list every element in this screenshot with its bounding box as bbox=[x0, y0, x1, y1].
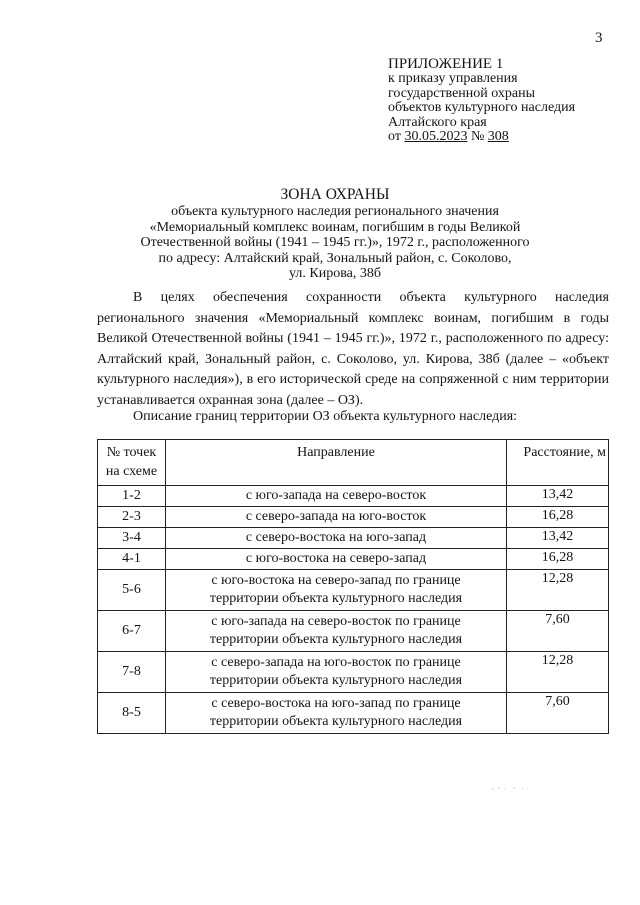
direction-line: с юго-востока на северо-запад по границе bbox=[211, 573, 461, 588]
body-paragraph: В целях обеспечения сохранности объекта культурного наследия регионального значения «Мемориальный комплекс воинам, погибшим в годы Великой Отечественной войны (1941 – 1945 гг.)», 1972 г., расположенного по адресу: Алтайский край, Зональный район, с. Соколово, ул. Кирова, 38б (далее – «объект культурного наследия»), в его исторической среде на сопряженной с ним территории устанавливается охранная зона (далее – ОЗ). bbox=[97, 290, 609, 408]
direction-line: с юго-запада на северо-восток bbox=[245, 488, 427, 503]
appendix-line: Алтайского края bbox=[388, 114, 487, 130]
distance-cell: 13,42 bbox=[507, 528, 609, 549]
appendix-line: объектов культурного наследия bbox=[388, 100, 576, 115]
appendix-date-line bbox=[388, 130, 575, 145]
direction-line: с северо-востока на юго-запад bbox=[245, 530, 427, 545]
scan-artifact bbox=[490, 784, 532, 792]
table-header-row bbox=[98, 440, 609, 486]
distance-cell: 7,60 bbox=[507, 611, 609, 652]
direction-line: с северо-востока на юго-запад по границе bbox=[211, 696, 461, 711]
heading-line: ул. Кирова, 38б bbox=[289, 266, 381, 281]
table-row bbox=[98, 611, 609, 652]
point-cell: 7-8 bbox=[98, 652, 166, 693]
distance-cell: 7,60 bbox=[507, 693, 609, 734]
distance-cell: 16,28 bbox=[507, 549, 609, 570]
heading-line: объекта культурного наследия регионального значения bbox=[171, 204, 499, 219]
distance-cell: 12,28 bbox=[507, 652, 609, 693]
direction-line: территории объекта культурного наследия bbox=[209, 632, 463, 647]
point-cell: 8-5 bbox=[98, 693, 166, 734]
point-cell: 3-4 bbox=[98, 528, 166, 549]
direction-cell bbox=[166, 486, 507, 507]
direction-line: территории объекта культурного наследия bbox=[209, 673, 463, 688]
header-point-line: на схеме bbox=[105, 464, 158, 479]
direction-line: территории объекта культурного наследия bbox=[209, 714, 463, 729]
table-row bbox=[98, 652, 609, 693]
table-row bbox=[98, 486, 609, 507]
number-prefix: № bbox=[470, 129, 485, 144]
direction-cell bbox=[166, 528, 507, 549]
header-point-line: № точек bbox=[106, 445, 157, 460]
direction-line: с северо-запада на юго-восток по границе bbox=[211, 655, 461, 670]
point-cell: 4-1 bbox=[98, 549, 166, 570]
scan-artifact-icon bbox=[490, 784, 532, 792]
point-cell: 2-3 bbox=[98, 507, 166, 528]
document-heading bbox=[110, 186, 560, 282]
heading-line: «Мемориальный комплекс воинам, погибшим в годы Великой bbox=[149, 219, 521, 235]
appendix-block bbox=[388, 56, 575, 145]
direction-cell bbox=[166, 652, 507, 693]
appendix-title: ПРИЛОЖЕНИЕ 1 bbox=[388, 56, 504, 72]
heading-line: по адресу: Алтайский край, Зональный район, с. Соколово, bbox=[158, 250, 512, 266]
direction-cell bbox=[166, 611, 507, 652]
heading-title: ЗОНА ОХРАНЫ bbox=[280, 186, 390, 203]
distance-cell: 16,28 bbox=[507, 507, 609, 528]
direction-line: с юго-востока на северо-запад bbox=[245, 551, 427, 566]
direction-cell bbox=[166, 549, 507, 570]
distance-cell: 13,42 bbox=[507, 486, 609, 507]
direction-line: с юго-запада на северо-восток по границе bbox=[211, 614, 461, 629]
point-cell: 6-7 bbox=[98, 611, 166, 652]
appendix-line: к приказу управления bbox=[388, 71, 518, 86]
header-distance: Расстояние, м bbox=[507, 440, 609, 486]
date-prefix: от bbox=[388, 129, 401, 144]
table-row bbox=[98, 507, 609, 528]
direction-line: с северо-запада на юго-восток bbox=[245, 509, 427, 524]
direction-line: территории объекта культурного наследия bbox=[209, 591, 463, 606]
appendix-line: государственной охраны bbox=[388, 85, 536, 101]
table-caption: Описание границ территории ОЗ объекта культурного наследия: bbox=[133, 409, 518, 424]
direction-cell bbox=[166, 693, 507, 734]
direction-cell bbox=[166, 507, 507, 528]
table-row bbox=[98, 528, 609, 549]
borders-table bbox=[97, 439, 609, 734]
table-row bbox=[98, 570, 609, 611]
table-row bbox=[98, 693, 609, 734]
heading-line: Отечественной войны (1941 – 1945 гг.)», 1972 г., расположенного bbox=[140, 235, 530, 250]
table-row bbox=[98, 549, 609, 570]
order-date: 30.05.2023 bbox=[404, 129, 468, 144]
distance-cell: 12,28 bbox=[507, 570, 609, 611]
point-cell: 5-6 bbox=[98, 570, 166, 611]
direction-cell bbox=[166, 570, 507, 611]
page-number: 3 bbox=[595, 30, 603, 46]
order-number: 308 bbox=[487, 129, 509, 144]
point-cell: 1-2 bbox=[98, 486, 166, 507]
header-point bbox=[98, 440, 166, 486]
header-direction: Направление bbox=[166, 440, 507, 486]
